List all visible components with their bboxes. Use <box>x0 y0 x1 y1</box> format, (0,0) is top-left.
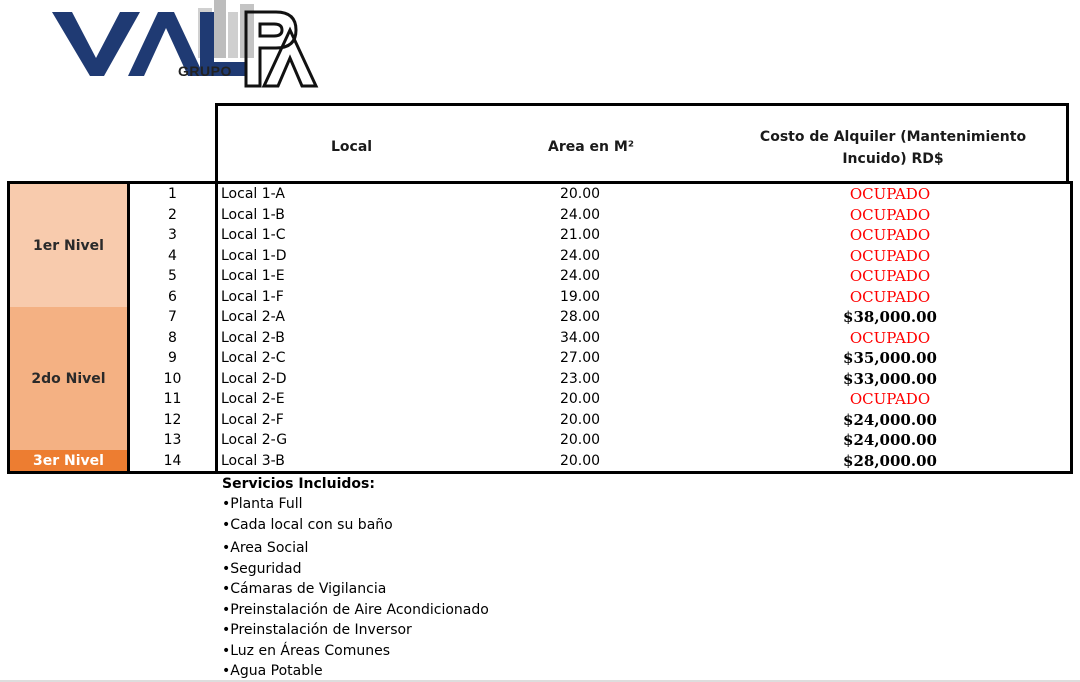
row-number: 13 <box>163 432 182 448</box>
service-item: •Area Social <box>222 540 309 556</box>
row-area: 19.00 <box>559 288 601 305</box>
services-title: Servicios Incluidos: <box>222 476 375 492</box>
row-cost: OCUPADO <box>849 267 931 285</box>
row-number: 8 <box>168 329 177 346</box>
row-area: 24.00 <box>559 268 601 284</box>
row-area: 20.00 <box>559 411 601 428</box>
service-item: •Preinstalación de Aire Acondicionado <box>222 601 489 618</box>
row-cost: $35,000.00 <box>843 349 937 367</box>
row-area: 34.00 <box>559 329 601 346</box>
row-area: 28.00 <box>559 309 601 325</box>
row-area: 24.00 <box>559 247 601 264</box>
row-cost: OCUPADO <box>849 185 931 203</box>
row-number: 6 <box>168 288 177 305</box>
row-cost: OCUPADO <box>849 226 931 244</box>
row-cost: OCUPADO <box>849 390 931 408</box>
row-local: Local 2-D <box>221 370 287 387</box>
row-local: Local 1-D <box>221 247 287 264</box>
row-area: 20.00 <box>559 391 601 407</box>
level-2-cell: 2do Nivel <box>10 307 127 450</box>
table-border <box>7 181 1073 474</box>
row-local: Local 2-C <box>221 350 286 366</box>
row-cost: OCUPADO <box>849 205 931 224</box>
service-item: •Preinstalación de Inversor <box>222 622 412 638</box>
level-1-cell: 1er Nivel <box>10 184 127 307</box>
row-number: 14 <box>163 452 182 469</box>
row-number: 12 <box>163 411 182 428</box>
row-cost: $33,000.00 <box>843 369 937 388</box>
row-number: 5 <box>168 268 177 284</box>
row-cost: $28,000.00 <box>843 451 937 470</box>
header-local: Local <box>331 139 373 155</box>
table-header <box>215 103 1069 181</box>
row-number: 9 <box>168 350 177 366</box>
row-local: Local 2-F <box>221 411 284 428</box>
row-local: Local 1-E <box>221 268 285 284</box>
row-local: Local 3-B <box>221 452 285 469</box>
row-area: 20.00 <box>559 186 601 202</box>
service-item: •Cada local con su baño <box>222 516 393 533</box>
logo-grupo-text: GRUPO <box>178 63 232 79</box>
row-cost: OCUPADO <box>849 287 931 306</box>
row-local: Local 1-C <box>221 227 286 243</box>
row-local: Local 2-B <box>221 329 285 346</box>
row-area: 21.00 <box>559 227 601 243</box>
row-area: 20.00 <box>559 452 601 469</box>
service-item: •Planta Full <box>222 496 303 512</box>
row-local: Local 2-G <box>221 432 288 448</box>
services-items <box>222 494 489 682</box>
row-number: 1 <box>168 186 177 202</box>
row-area: 27.00 <box>559 350 601 366</box>
row-local: Local 1-B <box>221 206 285 223</box>
row-local: Local 1-A <box>221 186 285 202</box>
row-number: 10 <box>163 370 182 387</box>
service-item: •Seguridad <box>222 560 302 577</box>
row-cost: OCUPADO <box>849 246 931 265</box>
row-local: Local 2-E <box>221 391 285 407</box>
row-area: 24.00 <box>559 206 601 223</box>
service-item: •Luz en Áreas Comunes <box>222 642 391 659</box>
row-cost: OCUPADO <box>849 328 931 347</box>
services-list <box>222 474 489 682</box>
row-number: 7 <box>168 309 177 325</box>
grupo-valpa-logo <box>50 0 320 92</box>
service-item: •Agua Potable <box>222 663 323 679</box>
header-area: Area en M² <box>548 139 634 155</box>
row-cost: $24,000.00 <box>843 410 937 429</box>
row-cost: $38,000.00 <box>843 308 937 326</box>
level-3-cell: 3er Nivel <box>10 450 127 471</box>
header-divider <box>215 181 1073 184</box>
service-item: •Cámaras de Vigilancia <box>222 581 387 597</box>
row-number: 2 <box>168 206 177 223</box>
row-local: Local 1-F <box>221 288 284 305</box>
row-number: 4 <box>168 247 177 264</box>
header-cost-line2: Incuido) RD$ <box>842 151 944 167</box>
row-area: 20.00 <box>559 432 601 448</box>
number-column-divider <box>215 181 218 474</box>
level-column-divider <box>127 181 130 474</box>
header-cost <box>738 126 1048 170</box>
row-area: 23.00 <box>559 370 601 387</box>
row-local: Local 2-A <box>221 309 285 325</box>
row-cost: $24,000.00 <box>843 431 937 449</box>
row-number: 3 <box>168 227 177 243</box>
row-number: 11 <box>163 391 182 407</box>
header-cost-line1: Costo de Alquiler (Mantenimiento <box>759 129 1027 145</box>
